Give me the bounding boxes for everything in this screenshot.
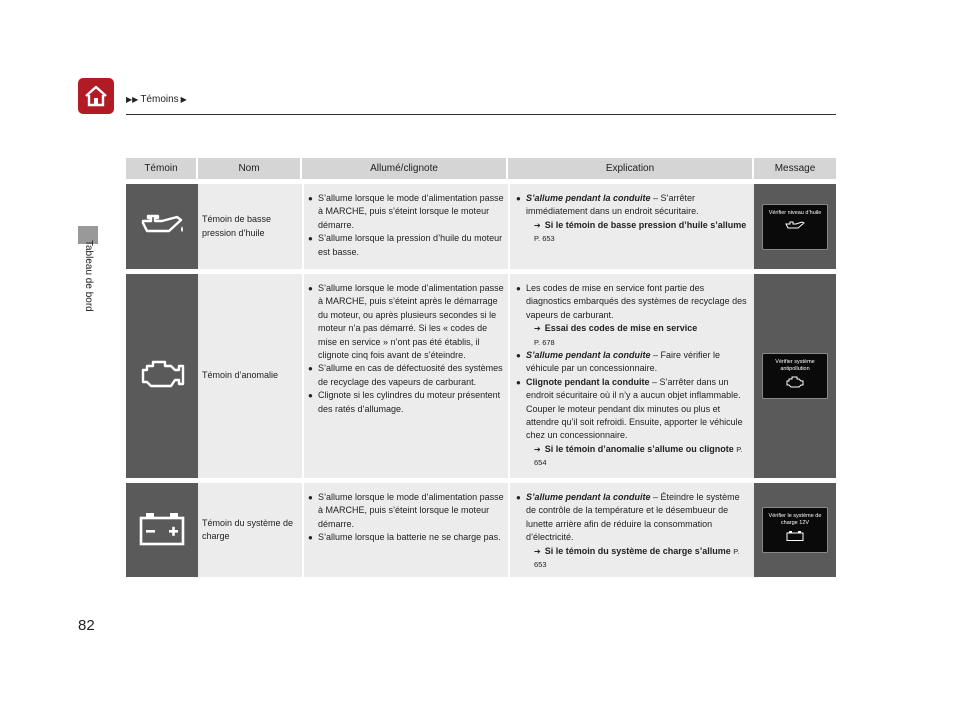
column-header: Nom: [198, 158, 302, 179]
breadcrumb-arrow-icon: ▶: [180, 95, 187, 104]
message-cell: [754, 179, 836, 269]
indicator-cell: [126, 179, 198, 269]
list-item: ● S’allume lorsque la pression d’huile du moteur est basse.: [308, 232, 504, 259]
reference-arrow-icon: ➔: [534, 220, 541, 230]
table-row: [126, 179, 836, 269]
home-icon: [83, 83, 109, 109]
indicator-name: Témoin de basse pression d’huile: [198, 179, 302, 269]
message-cell: [754, 478, 836, 577]
column-header: Message: [754, 158, 836, 179]
header-divider: [126, 114, 836, 115]
list-item: ● S’allume pendant la conduite – S’arrêter immédiatement dans un endroit sécuritaire.: [516, 192, 748, 219]
lit-conditions: [302, 269, 508, 478]
list-item: ● Clignote si les cylindres du moteur présentent des ratés d’allumage.: [308, 389, 504, 416]
lit-conditions: [302, 179, 508, 269]
indicator-table: [126, 158, 836, 577]
reference-arrow-icon: ➔: [534, 546, 541, 556]
breadcrumb-link[interactable]: Témoins: [140, 94, 179, 105]
table-row: [126, 478, 836, 577]
check-engine-icon: [785, 376, 805, 388]
list-item: ● Les codes de mise en service font partie des diagnostics embarqués des systèmes de recyclage des vapeurs de carburant.: [516, 282, 748, 322]
page-reference-link[interactable]: ➔ Si le témoin d’anomalie s’allume ou clignote P. 654: [534, 443, 743, 468]
indicator-cell: [126, 269, 198, 478]
explanation: [508, 179, 754, 269]
indicator-name: Témoin d’anomalie: [198, 269, 302, 478]
dashboard-message-display: Vérifier le système de charge 12V: [762, 507, 828, 553]
dashboard-message-display: Vérifier système antipollution: [762, 353, 828, 399]
reference-arrow-icon: ➔: [534, 324, 541, 334]
list-item: ● Clignote pendant la conduite – S’arrêter dans un endroit sécuritaire où il n’y a aucun objet inflammable. Couper le moteur pendant dix minutes ou plus et attendre qu’il soit refroidi. Ensuite, apporter le véhicule chez un concessionnaire.: [516, 376, 748, 443]
breadcrumb: [126, 94, 187, 105]
indicator-name: Témoin du système de charge: [198, 478, 302, 577]
column-header: Explication: [508, 158, 754, 179]
column-header: Allumé/clignote: [302, 158, 508, 179]
reference-arrow-icon: ➔: [534, 444, 541, 454]
explanation: [508, 269, 754, 478]
page-number: 82: [78, 617, 95, 634]
list-item: ● S’allume pendant la conduite – Faire vérifier le véhicule par un concessionnaire.: [516, 349, 748, 376]
list-item: ● S’allume en cas de défectuosité des systèmes de recyclage des vapeurs de carburant.: [308, 362, 504, 389]
column-header: Témoin: [126, 158, 198, 179]
table-header-row: [126, 158, 836, 179]
list-item: ● S’allume lorsque le mode d’alimentation passe à MARCHE, puis s’éteint lorsque le moteur démarre.: [308, 491, 504, 531]
list-item: ● S’allume lorsque le mode d’alimentation passe à MARCHE, puis s’éteint après le démarrage du moteur, ou après plusieurs secondes si le moteur n’a pas démarré. Si les « codes de mise en service » n’ont pas été établis, il clignote cinq fois avant de s’éteindre.: [308, 282, 504, 362]
table-row: [126, 269, 836, 478]
breadcrumb-arrow-icon: ▶▶: [126, 95, 139, 104]
home-button[interactable]: [78, 78, 114, 114]
page-reference-link[interactable]: ➔ Si le témoin du système de charge s’allume P. 653: [534, 545, 740, 570]
oil-pressure-icon: [137, 211, 187, 237]
section-side-label: Tableau de bord: [83, 240, 94, 312]
page-reference-link[interactable]: ➔ Essai des codes de mise en service P. 678: [534, 323, 698, 347]
list-item: ● S’allume lorsque le mode d’alimentation passe à MARCHE, puis s’éteint lorsque le moteur démarre.: [308, 192, 504, 232]
message-cell: [754, 269, 836, 478]
list-item: ● S’allume lorsque la batterie ne se charge pas.: [308, 531, 504, 544]
lit-conditions: [302, 478, 508, 577]
explanation: [508, 478, 754, 577]
indicator-cell: [126, 478, 198, 577]
dashboard-message-display: Vérifier niveau d’huile: [762, 204, 828, 250]
battery-icon: [786, 530, 804, 541]
oil-pressure-icon: [784, 220, 806, 230]
battery-icon: [137, 510, 187, 546]
check-engine-icon: [137, 356, 187, 392]
page-reference-link[interactable]: ➔ Si le témoin de basse pression d’huile s’allume P. 653: [534, 219, 747, 244]
list-item: ● S’allume pendant la conduite – Éteindre le système de contrôle de la température et le désembueur de lunette arrière afin de réduire la consommation d’électricité.: [516, 491, 748, 545]
